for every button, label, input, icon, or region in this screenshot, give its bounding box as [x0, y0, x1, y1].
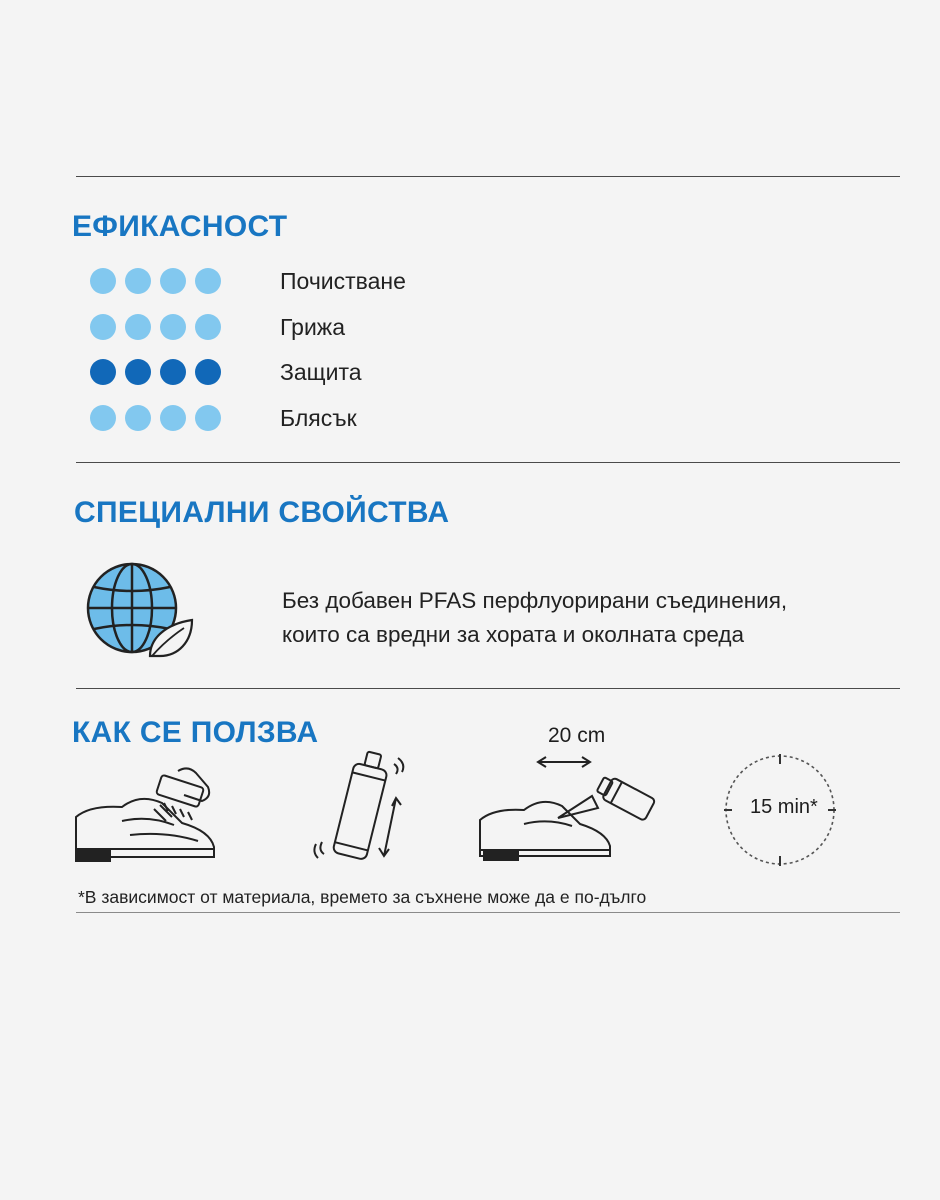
rating-dot	[90, 268, 116, 294]
rating-dot	[160, 268, 186, 294]
step-timer	[722, 752, 838, 868]
rating-dot	[195, 268, 221, 294]
spray-shoe-icon	[474, 752, 660, 866]
rating-dot	[195, 359, 221, 385]
rating-dot	[90, 405, 116, 431]
rating-dot	[160, 314, 186, 340]
rating-dots	[90, 268, 280, 294]
drying-footnote: *В зависимост от материала, времето за съхнене може да е по-дълго	[78, 887, 647, 907]
eco-globe-leaf-icon	[80, 560, 200, 664]
section-divider	[76, 462, 900, 463]
special-properties-text	[282, 584, 787, 652]
rating-dot	[125, 268, 151, 294]
efficacy-label: Почистване	[280, 267, 406, 294]
rating-dots	[90, 359, 280, 385]
step-spray-shoe	[474, 724, 660, 866]
step-brush-clean	[70, 765, 220, 865]
special-properties-line-2: които са вредни за хората и околната среда	[282, 622, 745, 647]
efficacy-label: Защита	[280, 358, 362, 385]
efficacy-heading: ЕФИКАСНОСТ	[72, 210, 288, 243]
rating-dot	[125, 405, 151, 431]
step-shake-can	[308, 748, 418, 866]
rating-dot	[90, 314, 116, 340]
efficacy-label: Грижа	[280, 313, 345, 340]
efficacy-label: Блясък	[280, 404, 357, 431]
bottom-divider	[76, 912, 900, 913]
rating-dots	[90, 405, 280, 431]
rating-dot	[90, 359, 116, 385]
how-to-use-heading: КАК СЕ ПОЛЗВА	[72, 716, 319, 749]
rating-dot	[160, 405, 186, 431]
spray-distance-label: 20 cm	[548, 724, 606, 747]
section-divider	[76, 688, 900, 689]
rating-dot	[125, 314, 151, 340]
rating-dot	[195, 405, 221, 431]
drying-time-label: 15 min*	[750, 796, 818, 818]
special-properties-heading: СПЕЦИАЛНИ СВОЙСТВА	[74, 496, 450, 529]
efficacy-row-protection	[90, 357, 362, 387]
shake-can-icon	[308, 748, 418, 866]
efficacy-row-cleaning	[90, 266, 406, 296]
efficacy-row-care	[90, 312, 345, 342]
top-divider	[76, 176, 900, 177]
special-properties-line-1: Без добавен PFAS перфлуорирани съединения,	[282, 588, 788, 613]
rating-dots	[90, 314, 280, 340]
efficacy-row-shine	[90, 403, 357, 433]
brush-clean-shoe-icon	[70, 765, 220, 865]
rating-dot	[160, 359, 186, 385]
rating-dot	[125, 359, 151, 385]
rating-dot	[195, 314, 221, 340]
